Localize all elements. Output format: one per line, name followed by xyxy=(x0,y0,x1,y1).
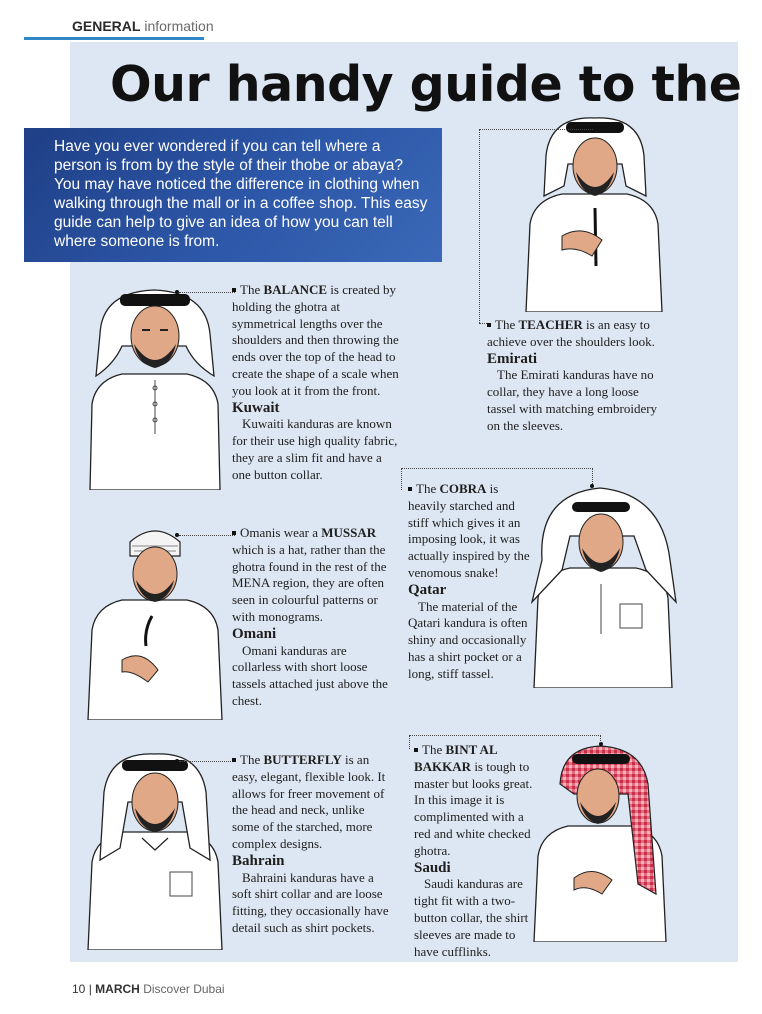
qatar-description: The material of the Qatari kandura is often shiny and occasionally has a shirt pocket or a long, stiff tassel. xyxy=(408,598,528,681)
section-rule xyxy=(24,37,204,40)
qatar-lead-before: The xyxy=(416,481,440,496)
qatar-pointer-left xyxy=(401,468,402,490)
kuwait-figure-illustration xyxy=(82,284,227,490)
bahrain-section xyxy=(232,752,394,937)
saudi-pointer-left xyxy=(409,735,410,749)
oman-style-name: MUSSAR xyxy=(321,525,377,540)
bahrain-description: Bahraini kanduras have a soft shirt collar and are loose fitting, they occasionally have detail such as shirt pockets. xyxy=(232,869,389,935)
saudi-pointer-top xyxy=(409,735,601,736)
emirati-region-heading: Emirati xyxy=(487,350,537,367)
emirati-section xyxy=(487,317,665,435)
qatar-lead-after: is heavily starched and stiff which gives it an imposing look, it was actually inspired by the venomous snake! xyxy=(408,481,530,580)
emirati-pointer-vertical xyxy=(479,129,480,323)
page-title: Our handy guide to the xyxy=(110,56,742,113)
saudi-pointer-right xyxy=(600,735,601,743)
emirati-style-name: TEACHER xyxy=(518,317,583,332)
kuwait-pointer-line xyxy=(179,292,235,293)
saudi-region-heading: Saudi xyxy=(414,859,451,876)
saudi-lead-before: The xyxy=(422,742,446,757)
saudi-style-name: BINT AL BAKKAR xyxy=(414,742,497,774)
saudi-figure-illustration xyxy=(530,744,670,942)
saudi-description: Saudi kanduras are tight fit with a two-button collar, the shirt sleeves are made to have cufflinks. xyxy=(414,876,529,959)
bullet-icon xyxy=(414,748,418,752)
emirati-figure-illustration xyxy=(522,116,667,312)
saudi-section xyxy=(414,742,542,960)
kuwait-lead-after: is created by holding the ghotra at symmetrical lengths over the shoulders and then throwing the ends over the top of the head to create the shape of a scale when you look at it from the front. xyxy=(232,282,399,398)
bahrain-pointer-line xyxy=(179,761,235,762)
bahrain-lead-before: The xyxy=(240,752,264,767)
bahrain-style-name: BUTTERFLY xyxy=(263,752,342,767)
qatar-style-name: COBRA xyxy=(439,481,487,496)
saudi-lead-after: is tough to master but looks great. In this image it is complimented with a red and white checked ghotra. xyxy=(414,758,533,858)
oman-section xyxy=(232,525,392,710)
oman-description: Omani kanduras are collarless with short loose tassels attached just above the chest. xyxy=(232,642,388,708)
bullet-icon xyxy=(487,323,491,327)
page-number: 10 xyxy=(72,982,86,996)
qatar-region-heading: Qatar xyxy=(408,581,447,598)
bullet-icon xyxy=(408,487,412,491)
oman-lead-before: Omanis wear a xyxy=(240,525,322,540)
kuwait-region-heading: Kuwait xyxy=(232,399,280,416)
qatar-figure-illustration xyxy=(528,484,678,688)
page-footer xyxy=(72,982,225,996)
oman-lead-after: which is a hat, rather than the ghotra found in the rest of the MENA region, they are often seen in colourful patterns or with monograms. xyxy=(232,541,387,624)
kuwait-lead-before: The xyxy=(240,282,264,297)
oman-figure-illustration xyxy=(82,520,227,720)
oman-region-heading: Omani xyxy=(232,625,277,642)
kuwait-section xyxy=(232,282,400,484)
bullet-icon xyxy=(232,531,236,535)
qatar-pointer-dot xyxy=(590,484,594,488)
qatar-pointer-right xyxy=(592,468,593,484)
footer-month: MARCH xyxy=(95,982,140,996)
bahrain-region-heading: Bahrain xyxy=(232,852,285,869)
footer-magazine: Discover Dubai xyxy=(143,982,225,996)
bahrain-lead-after: is an easy, elegant, flexible look. It allows for freer movement of the head and neck, unlike some of the starched, more complex designs. xyxy=(232,752,386,851)
kuwait-description: Kuwaiti kanduras are known for their use high quality fabric, they are a slim fit and have a one button collar. xyxy=(232,416,398,482)
emirati-lead-after: is an easy to achieve over the shoulders look. xyxy=(487,317,655,349)
intro-box: Have you ever wondered if you can tell where a person is from by the style of their thobe or abaya? You may have noticed the difference in clothing when walking through the mall or in a coffee shop. This easy guide can help to give an idea of how you can tell where someone is from. xyxy=(24,128,442,262)
emirati-pointer-top xyxy=(479,129,593,130)
qatar-section xyxy=(408,481,532,683)
section-label-bold: GENERAL xyxy=(72,18,141,34)
bahrain-figure-illustration xyxy=(82,752,227,950)
bullet-icon xyxy=(232,288,236,292)
bullet-icon xyxy=(232,758,236,762)
footer-separator: | xyxy=(88,982,92,996)
oman-pointer-line xyxy=(179,535,235,536)
section-label-light: information xyxy=(144,18,214,34)
emirati-lead-before: The xyxy=(495,317,519,332)
kuwait-style-name: BALANCE xyxy=(263,282,328,297)
qatar-pointer-top xyxy=(401,468,593,469)
emirati-description: The Emirati kanduras have no collar, they have a long loose tassel with matching embroidery on the sleeves. xyxy=(487,367,658,433)
emirati-pointer-dot xyxy=(593,127,597,131)
section-label xyxy=(72,18,214,34)
